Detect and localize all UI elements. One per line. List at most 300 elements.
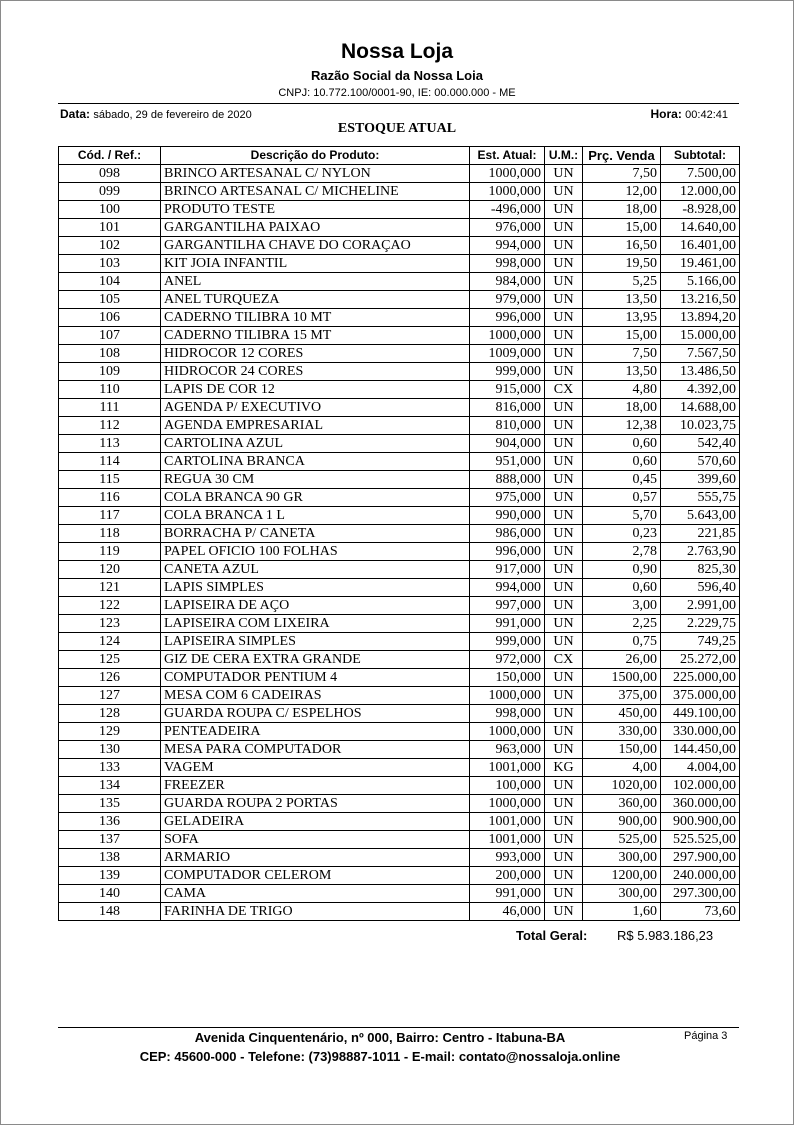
unit-of-measure: UN xyxy=(545,471,583,489)
sale-price: 5,25 xyxy=(583,273,661,291)
registration-info: CNPJ: 10.772.100/0001-90, IE: 00.000.000 - ME xyxy=(278,87,516,99)
subtotal: 297.300,00 xyxy=(661,885,740,903)
subtotal: 2.763,90 xyxy=(661,543,740,561)
product-description: AGENDA EMPRESARIAL xyxy=(161,417,470,435)
product-description: GARGANTILHA PAIXAO xyxy=(161,219,470,237)
subtotal: 7.500,00 xyxy=(661,165,740,183)
table-row xyxy=(59,381,740,399)
sale-price: 0,57 xyxy=(583,489,661,507)
stock-quantity: 996,000 xyxy=(470,543,545,561)
product-code: 136 xyxy=(59,813,161,831)
table-row xyxy=(59,741,740,759)
unit-of-measure: UN xyxy=(545,363,583,381)
table-row xyxy=(59,507,740,525)
column-header-stock: Est. Atual: xyxy=(470,147,545,165)
product-description: ANEL xyxy=(161,273,470,291)
product-code: 124 xyxy=(59,633,161,651)
table-header-row xyxy=(59,147,740,165)
product-description: SOFA xyxy=(161,831,470,849)
stock-quantity: 991,000 xyxy=(470,615,545,633)
stock-quantity: 984,000 xyxy=(470,273,545,291)
table-row xyxy=(59,237,740,255)
store-name: Nossa Loja xyxy=(340,40,454,63)
product-description: LAPIS SIMPLES xyxy=(161,579,470,597)
stock-quantity: 1001,000 xyxy=(470,831,545,849)
sale-price: 1020,00 xyxy=(583,777,661,795)
sale-price: 13,50 xyxy=(583,291,661,309)
table-row xyxy=(59,309,740,327)
sale-price: 4,00 xyxy=(583,759,661,777)
time-value: 00:42:41 xyxy=(685,109,728,121)
stock-table xyxy=(58,146,740,921)
stock-quantity: 1001,000 xyxy=(470,759,545,777)
stock-quantity: 46,000 xyxy=(470,903,545,921)
table-row xyxy=(59,489,740,507)
subtotal: 5.643,00 xyxy=(661,507,740,525)
product-code: 110 xyxy=(59,381,161,399)
subtotal: -8.928,00 xyxy=(661,201,740,219)
product-code: 129 xyxy=(59,723,161,741)
stock-quantity: 951,000 xyxy=(470,453,545,471)
product-code: 121 xyxy=(59,579,161,597)
unit-of-measure: UN xyxy=(545,273,583,291)
stock-quantity: 991,000 xyxy=(470,885,545,903)
stock-quantity: 999,000 xyxy=(470,363,545,381)
product-code: 100 xyxy=(59,201,161,219)
product-code: 126 xyxy=(59,669,161,687)
subtotal: 749,25 xyxy=(661,633,740,651)
total-value: R$ 5.983.186,23 xyxy=(617,928,714,943)
sale-price: 300,00 xyxy=(583,849,661,867)
unit-of-measure: UN xyxy=(545,561,583,579)
product-code: 134 xyxy=(59,777,161,795)
product-description: GELADEIRA xyxy=(161,813,470,831)
table-row xyxy=(59,435,740,453)
footer-address: Avenida Cinquentenário, nº 000, Bairro: Centro - Itabuna-BA xyxy=(194,1030,566,1045)
table-row xyxy=(59,651,740,669)
subtotal: 144.450,00 xyxy=(661,741,740,759)
unit-of-measure: UN xyxy=(545,723,583,741)
column-header-unit: U.M.: xyxy=(545,147,583,165)
stock-quantity: 1000,000 xyxy=(470,165,545,183)
unit-of-measure: UN xyxy=(545,399,583,417)
subtotal: 12.000,00 xyxy=(661,183,740,201)
table-row xyxy=(59,849,740,867)
subtotal: 2.991,00 xyxy=(661,597,740,615)
sale-price: 12,00 xyxy=(583,183,661,201)
product-description: COLA BRANCA 90 GR xyxy=(161,489,470,507)
unit-of-measure: UN xyxy=(545,633,583,651)
subtotal: 7.567,50 xyxy=(661,345,740,363)
subtotal: 825,30 xyxy=(661,561,740,579)
subtotal: 555,75 xyxy=(661,489,740,507)
product-description: CARTOLINA BRANCA xyxy=(161,453,470,471)
product-code: 102 xyxy=(59,237,161,255)
table-row xyxy=(59,723,740,741)
product-code: 140 xyxy=(59,885,161,903)
product-description: HIDROCOR 24 CORES xyxy=(161,363,470,381)
product-description: COMPUTADOR PENTIUM 4 xyxy=(161,669,470,687)
product-code: 119 xyxy=(59,543,161,561)
table-row xyxy=(59,273,740,291)
product-code: 108 xyxy=(59,345,161,363)
sale-price: 13,50 xyxy=(583,363,661,381)
table-row xyxy=(59,669,740,687)
product-description: LAPISEIRA COM LIXEIRA xyxy=(161,615,470,633)
stock-quantity: 986,000 xyxy=(470,525,545,543)
table-row xyxy=(59,363,740,381)
subtotal: 330.000,00 xyxy=(661,723,740,741)
sale-price: 1,60 xyxy=(583,903,661,921)
table-row xyxy=(59,579,740,597)
unit-of-measure: CX xyxy=(545,651,583,669)
table-row xyxy=(59,597,740,615)
subtotal: 225.000,00 xyxy=(661,669,740,687)
footer-divider xyxy=(58,1027,739,1028)
unit-of-measure: UN xyxy=(545,885,583,903)
table-row xyxy=(59,813,740,831)
stock-quantity: 915,000 xyxy=(470,381,545,399)
sale-price: 15,00 xyxy=(583,327,661,345)
product-description: CARTOLINA AZUL xyxy=(161,435,470,453)
product-code: 127 xyxy=(59,687,161,705)
unit-of-measure: UN xyxy=(545,543,583,561)
product-code: 106 xyxy=(59,309,161,327)
product-description: CADERNO TILIBRA 15 MT xyxy=(161,327,470,345)
unit-of-measure: UN xyxy=(545,687,583,705)
product-description: GIZ DE CERA EXTRA GRANDE xyxy=(161,651,470,669)
subtotal: 25.272,00 xyxy=(661,651,740,669)
sale-price: 5,70 xyxy=(583,507,661,525)
product-description: KIT JOIA INFANTIL xyxy=(161,255,470,273)
sale-price: 15,00 xyxy=(583,219,661,237)
subtotal: 399,60 xyxy=(661,471,740,489)
stock-quantity: 979,000 xyxy=(470,291,545,309)
unit-of-measure: UN xyxy=(545,741,583,759)
product-description: FREEZER xyxy=(161,777,470,795)
sale-price: 0,90 xyxy=(583,561,661,579)
product-description: REGUA 30 CM xyxy=(161,471,470,489)
table-row xyxy=(59,867,740,885)
stock-quantity: 963,000 xyxy=(470,741,545,759)
unit-of-measure: UN xyxy=(545,813,583,831)
subtotal: 14.640,00 xyxy=(661,219,740,237)
product-code: 128 xyxy=(59,705,161,723)
stock-quantity: 810,000 xyxy=(470,417,545,435)
stock-quantity: 993,000 xyxy=(470,849,545,867)
stock-quantity: 1000,000 xyxy=(470,687,545,705)
sale-price: 300,00 xyxy=(583,885,661,903)
product-code: 135 xyxy=(59,795,161,813)
product-description: PENTEADEIRA xyxy=(161,723,470,741)
product-description: BRINCO ARTESANAL C/ NYLON xyxy=(161,165,470,183)
sale-price: 0,23 xyxy=(583,525,661,543)
column-header-subtotal: Subtotal: xyxy=(661,147,740,165)
table-row xyxy=(59,795,740,813)
sale-price: 0,60 xyxy=(583,579,661,597)
report-title: ESTOQUE ATUAL xyxy=(337,121,457,136)
column-header-description: Descrição do Produto: xyxy=(161,147,470,165)
stock-quantity: 996,000 xyxy=(470,309,545,327)
stock-quantity: 975,000 xyxy=(470,489,545,507)
page-number: Página 3 xyxy=(684,1030,728,1042)
table-row xyxy=(59,759,740,777)
sale-price: 2,25 xyxy=(583,615,661,633)
product-description: HIDROCOR 12 CORES xyxy=(161,345,470,363)
subtotal: 102.000,00 xyxy=(661,777,740,795)
table-row xyxy=(59,687,740,705)
stock-quantity: 1000,000 xyxy=(470,795,545,813)
sale-price: 375,00 xyxy=(583,687,661,705)
product-description: CADERNO TILIBRA 10 MT xyxy=(161,309,470,327)
sale-price: 450,00 xyxy=(583,705,661,723)
table-row xyxy=(59,255,740,273)
stock-quantity: 994,000 xyxy=(470,579,545,597)
sale-price: 18,00 xyxy=(583,201,661,219)
stock-quantity: 100,000 xyxy=(470,777,545,795)
product-description: ANEL TURQUEZA xyxy=(161,291,470,309)
product-description: GUARDA ROUPA C/ ESPELHOS xyxy=(161,705,470,723)
unit-of-measure: UN xyxy=(545,795,583,813)
product-code: 113 xyxy=(59,435,161,453)
stock-quantity: 976,000 xyxy=(470,219,545,237)
table-row xyxy=(59,345,740,363)
subtotal: 900.900,00 xyxy=(661,813,740,831)
product-code: 098 xyxy=(59,165,161,183)
unit-of-measure: UN xyxy=(545,831,583,849)
product-description: AGENDA P/ EXECUTIVO xyxy=(161,399,470,417)
stock-quantity: 994,000 xyxy=(470,237,545,255)
subtotal: 14.688,00 xyxy=(661,399,740,417)
product-description: LAPISEIRA SIMPLES xyxy=(161,633,470,651)
product-code: 118 xyxy=(59,525,161,543)
unit-of-measure: UN xyxy=(545,327,583,345)
product-description: ARMARIO xyxy=(161,849,470,867)
unit-of-measure: UN xyxy=(545,219,583,237)
subtotal: 570,60 xyxy=(661,453,740,471)
date-label: Data: xyxy=(60,107,91,121)
column-header-code: Cód. / Ref.: xyxy=(59,147,161,165)
product-code: 111 xyxy=(59,399,161,417)
subtotal: 73,60 xyxy=(661,903,740,921)
footer-contact: CEP: 45600-000 - Telefone: (73)98887-1011 - E-mail: contato@nossaloja.online xyxy=(139,1049,621,1064)
table-row xyxy=(59,165,740,183)
stock-quantity: 888,000 xyxy=(470,471,545,489)
product-description: GUARDA ROUPA 2 PORTAS xyxy=(161,795,470,813)
sale-price: 3,00 xyxy=(583,597,661,615)
product-code: 104 xyxy=(59,273,161,291)
product-code: 133 xyxy=(59,759,161,777)
unit-of-measure: UN xyxy=(545,777,583,795)
sale-price: 900,00 xyxy=(583,813,661,831)
table-row xyxy=(59,777,740,795)
table-row xyxy=(59,453,740,471)
stock-quantity: 1009,000 xyxy=(470,345,545,363)
table-row xyxy=(59,903,740,921)
product-description: BRINCO ARTESANAL C/ MICHELINE xyxy=(161,183,470,201)
stock-quantity: 1000,000 xyxy=(470,183,545,201)
subtotal: 15.000,00 xyxy=(661,327,740,345)
sale-price: 525,00 xyxy=(583,831,661,849)
subtotal: 240.000,00 xyxy=(661,867,740,885)
stock-quantity: 1001,000 xyxy=(470,813,545,831)
product-code: 148 xyxy=(59,903,161,921)
product-description: COLA BRANCA 1 L xyxy=(161,507,470,525)
product-code: 112 xyxy=(59,417,161,435)
product-description: MESA PARA COMPUTADOR xyxy=(161,741,470,759)
subtotal: 10.023,75 xyxy=(661,417,740,435)
header-divider xyxy=(58,103,739,104)
table-row xyxy=(59,291,740,309)
product-code: 139 xyxy=(59,867,161,885)
subtotal: 596,40 xyxy=(661,579,740,597)
stock-quantity: 998,000 xyxy=(470,255,545,273)
product-code: 138 xyxy=(59,849,161,867)
subtotal: 4.004,00 xyxy=(661,759,740,777)
unit-of-measure: UN xyxy=(545,525,583,543)
subtotal: 375.000,00 xyxy=(661,687,740,705)
product-code: 115 xyxy=(59,471,161,489)
subtotal: 13.486,50 xyxy=(661,363,740,381)
subtotal: 542,40 xyxy=(661,435,740,453)
product-code: 099 xyxy=(59,183,161,201)
subtotal: 297.900,00 xyxy=(661,849,740,867)
sale-price: 0,45 xyxy=(583,471,661,489)
unit-of-measure: CX xyxy=(545,381,583,399)
sale-price: 7,50 xyxy=(583,345,661,363)
table-row xyxy=(59,561,740,579)
table-row xyxy=(59,399,740,417)
sale-price: 1500,00 xyxy=(583,669,661,687)
sale-price: 18,00 xyxy=(583,399,661,417)
report-time xyxy=(650,107,728,121)
sale-price: 2,78 xyxy=(583,543,661,561)
subtotal: 221,85 xyxy=(661,525,740,543)
sale-price: 0,60 xyxy=(583,435,661,453)
company-name: Razão Social da Nossa Loia xyxy=(311,68,483,83)
column-header-price: Prç. Venda xyxy=(583,147,661,165)
product-description: MESA COM 6 CADEIRAS xyxy=(161,687,470,705)
subtotal: 2.229,75 xyxy=(661,615,740,633)
unit-of-measure: UN xyxy=(545,255,583,273)
report-date xyxy=(60,107,252,121)
product-code: 120 xyxy=(59,561,161,579)
table-row xyxy=(59,201,740,219)
stock-quantity: 997,000 xyxy=(470,597,545,615)
total-label: Total Geral: xyxy=(516,928,588,943)
product-description: FARINHA DE TRIGO xyxy=(161,903,470,921)
unit-of-measure: UN xyxy=(545,453,583,471)
sale-price: 1200,00 xyxy=(583,867,661,885)
subtotal: 13.894,20 xyxy=(661,309,740,327)
product-code: 137 xyxy=(59,831,161,849)
table-row xyxy=(59,471,740,489)
sale-price: 12,38 xyxy=(583,417,661,435)
stock-quantity: 200,000 xyxy=(470,867,545,885)
product-code: 123 xyxy=(59,615,161,633)
sale-price: 0,75 xyxy=(583,633,661,651)
product-description: COMPUTADOR CELEROM xyxy=(161,867,470,885)
unit-of-measure: UN xyxy=(545,579,583,597)
product-code: 107 xyxy=(59,327,161,345)
table-row xyxy=(59,525,740,543)
unit-of-measure: KG xyxy=(545,759,583,777)
unit-of-measure: UN xyxy=(545,705,583,723)
product-code: 116 xyxy=(59,489,161,507)
product-code: 130 xyxy=(59,741,161,759)
unit-of-measure: UN xyxy=(545,237,583,255)
product-description: BORRACHA P/ CANETA xyxy=(161,525,470,543)
unit-of-measure: UN xyxy=(545,183,583,201)
unit-of-measure: UN xyxy=(545,165,583,183)
unit-of-measure: UN xyxy=(545,345,583,363)
product-code: 109 xyxy=(59,363,161,381)
subtotal: 525.525,00 xyxy=(661,831,740,849)
unit-of-measure: UN xyxy=(545,597,583,615)
subtotal: 5.166,00 xyxy=(661,273,740,291)
unit-of-measure: UN xyxy=(545,291,583,309)
unit-of-measure: UN xyxy=(545,507,583,525)
stock-quantity: 1000,000 xyxy=(470,723,545,741)
table-row xyxy=(59,633,740,651)
unit-of-measure: UN xyxy=(545,489,583,507)
subtotal: 360.000,00 xyxy=(661,795,740,813)
table-row xyxy=(59,705,740,723)
subtotal: 4.392,00 xyxy=(661,381,740,399)
sale-price: 360,00 xyxy=(583,795,661,813)
stock-quantity: -496,000 xyxy=(470,201,545,219)
product-description: CAMA xyxy=(161,885,470,903)
table-row xyxy=(59,615,740,633)
sale-price: 0,60 xyxy=(583,453,661,471)
sale-price: 13,95 xyxy=(583,309,661,327)
stock-quantity: 999,000 xyxy=(470,633,545,651)
sale-price: 7,50 xyxy=(583,165,661,183)
product-code: 122 xyxy=(59,597,161,615)
table-row xyxy=(59,543,740,561)
product-code: 125 xyxy=(59,651,161,669)
unit-of-measure: UN xyxy=(545,669,583,687)
table-row xyxy=(59,885,740,903)
product-description: PRODUTO TESTE xyxy=(161,201,470,219)
unit-of-measure: UN xyxy=(545,417,583,435)
sale-price: 26,00 xyxy=(583,651,661,669)
sale-price: 150,00 xyxy=(583,741,661,759)
subtotal: 449.100,00 xyxy=(661,705,740,723)
subtotal: 19.461,00 xyxy=(661,255,740,273)
subtotal: 16.401,00 xyxy=(661,237,740,255)
product-description: LAPISEIRA DE AÇO xyxy=(161,597,470,615)
stock-quantity: 1000,000 xyxy=(470,327,545,345)
table-row xyxy=(59,417,740,435)
sale-price: 19,50 xyxy=(583,255,661,273)
product-description: VAGEM xyxy=(161,759,470,777)
stock-quantity: 998,000 xyxy=(470,705,545,723)
product-description: LAPIS DE COR 12 xyxy=(161,381,470,399)
unit-of-measure: UN xyxy=(545,867,583,885)
sale-price: 16,50 xyxy=(583,237,661,255)
unit-of-measure: UN xyxy=(545,435,583,453)
stock-quantity: 816,000 xyxy=(470,399,545,417)
unit-of-measure: UN xyxy=(545,903,583,921)
product-code: 105 xyxy=(59,291,161,309)
stock-quantity: 904,000 xyxy=(470,435,545,453)
sale-price: 330,00 xyxy=(583,723,661,741)
product-code: 117 xyxy=(59,507,161,525)
table-row xyxy=(59,183,740,201)
product-code: 103 xyxy=(59,255,161,273)
table-row xyxy=(59,327,740,345)
